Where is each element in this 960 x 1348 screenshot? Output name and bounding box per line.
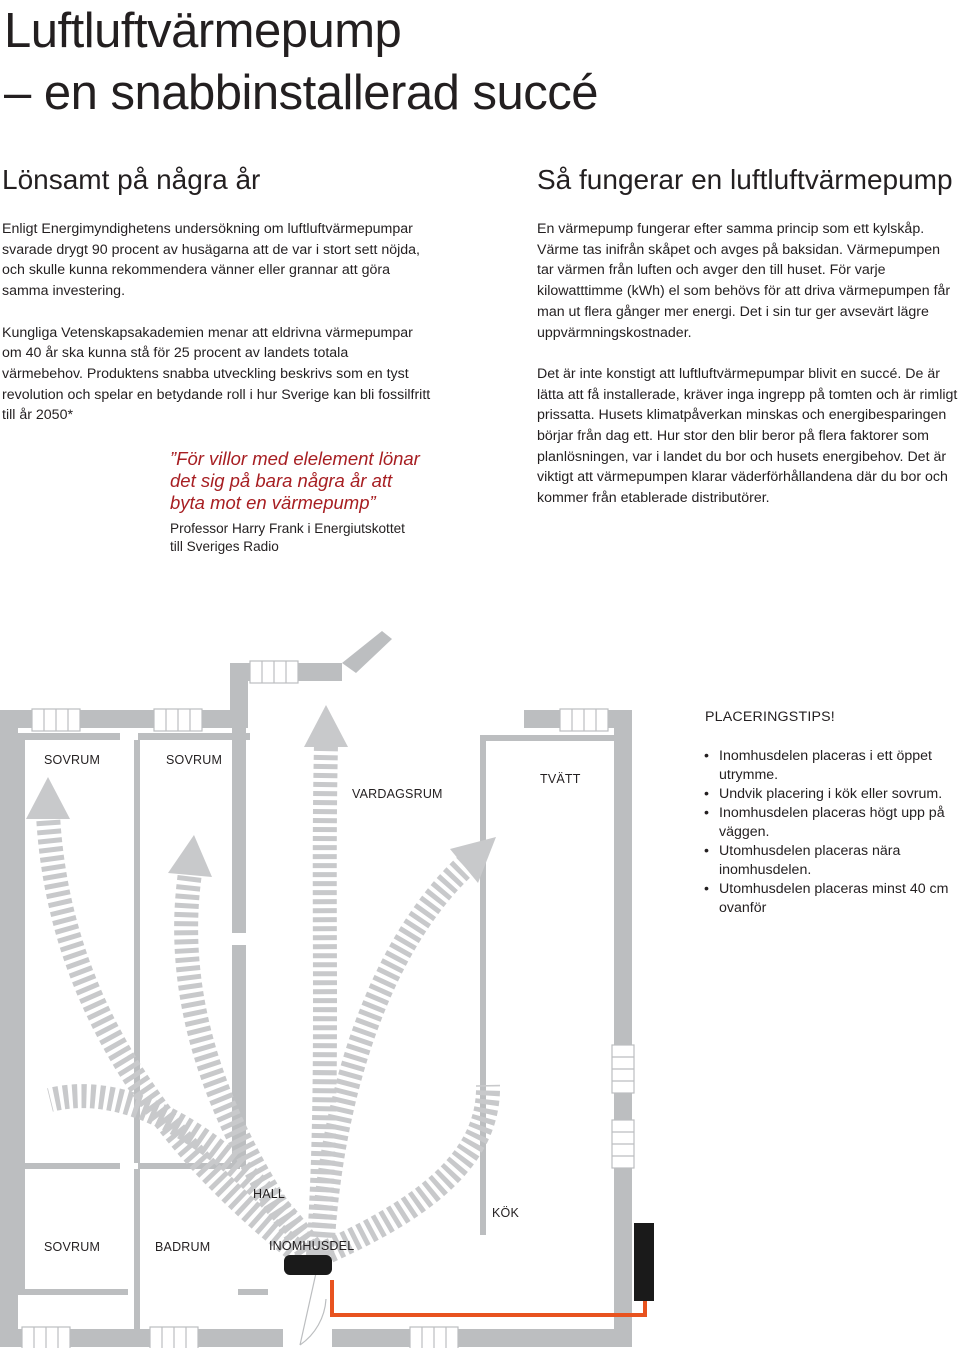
- quote-attribution: [170, 520, 405, 556]
- tips-title: PLACERINGSTIPS!: [705, 709, 835, 725]
- tip-item: • Inomhusdelen placeras högt upp på väggen.: [700, 804, 960, 842]
- room-label-sovrum-2: SOVRUM: [166, 753, 223, 767]
- right-heading: Så fungerar en luftluftvärmepump: [537, 164, 953, 195]
- tip-item: • Utomhusdelen placeras nära inomhusdelen.: [700, 842, 960, 880]
- room-label-sovrum-1: SOVRUM: [44, 753, 101, 767]
- indoor-unit: [284, 1255, 332, 1275]
- right-column: [537, 219, 960, 530]
- title-line-2: – en snabbinstallerad succé: [4, 66, 598, 120]
- tip-item: • Inomhusdelen placeras i ett öppet utrymme.: [700, 747, 960, 785]
- room-label-kok: KÖK: [492, 1206, 519, 1220]
- room-label-vardagsrum: VARDAGSRUM: [352, 787, 443, 801]
- quote-line-1: ”För villor med elelement lönar: [170, 448, 420, 469]
- left-heading: Lönsamt på några år: [2, 164, 261, 195]
- room-label-hall: HALL: [253, 1187, 286, 1201]
- attribution-line-2: till Sveriges Radio: [170, 539, 279, 554]
- quote-line-2: det sig på bara några år att: [170, 470, 393, 491]
- outdoor-unit: [634, 1223, 654, 1301]
- tip-item: • Utomhusdelen placeras minst 40 cm ovanför: [700, 880, 960, 918]
- left-paragraph-1: Enligt Energimyndighetens undersökning om luftluftvärmepumpar svarade drygt 90 procent av husägarna att de var i stort sett nöjda, och skulle kunna rekommendera vänner eller grannar att göra samma investering.: [2, 221, 420, 300]
- tip-item: • Undvik placering i kök eller sovrum.: [700, 785, 960, 804]
- quote-line-3: byta mot en värmepump”: [170, 492, 376, 513]
- front-door: [300, 1273, 326, 1345]
- tips-list: [700, 747, 960, 918]
- title-line-1: Luftluftvärmepump: [4, 4, 402, 58]
- room-label-tvatt: TVÄTT: [540, 772, 581, 786]
- right-paragraph-1: En värmepump fungerar efter samma princip som ett kylskåp. Värme tas inifrån skåpet och avges på baksidan. Värmepumpen tar värmen från luften och avger den till huset. För varje kilowatttimme (kWh) el som behövs för att driva värmepumpen får man ut flera gånger mer energi. Det i sin tur ger avsevärt lägre uppvärmningskostnader.: [537, 221, 951, 341]
- page-title: [4, 0, 598, 124]
- left-paragraph-2: Kungliga Vetenskapsakademien menar att eldrivna värmepumpar om 40 år ska kunna stå för 25 procent av landets totala värmebehov. Produktens snabba utveckling beskrivs som en tyst revolution och spelar en betydande roll i hur Sverige kan bli fossilfritt till år 2050*: [2, 324, 431, 424]
- pull-quote: [170, 448, 420, 514]
- room-label-inomhusdel: INOMHUSDEL: [269, 1239, 355, 1253]
- attribution-line-1: Professor Harry Frank i Energiutskottet: [170, 521, 405, 536]
- room-label-sovrum-3: SOVRUM: [44, 1240, 101, 1254]
- right-paragraph-2: Det är inte konstigt att luftluftvärmepumpar blivit en succé. De är lätta att få installerade, kräver inga ingrepp på tomten och är rimligt prissatta. Husets klimatpåverkan minskas och energibesparingen börjar från dag ett. Hur stor den blir beror på flera faktorer som planlösningen, var i landet du bor och husets energibehov. Det är viktigt att värmepumpen klarar väderförhållandena där du bor och kommer från etablerade distributörer.: [537, 365, 958, 507]
- refrigerant-pipe: [332, 1280, 645, 1315]
- left-column: [2, 219, 432, 447]
- room-label-badrum: BADRUM: [155, 1240, 211, 1254]
